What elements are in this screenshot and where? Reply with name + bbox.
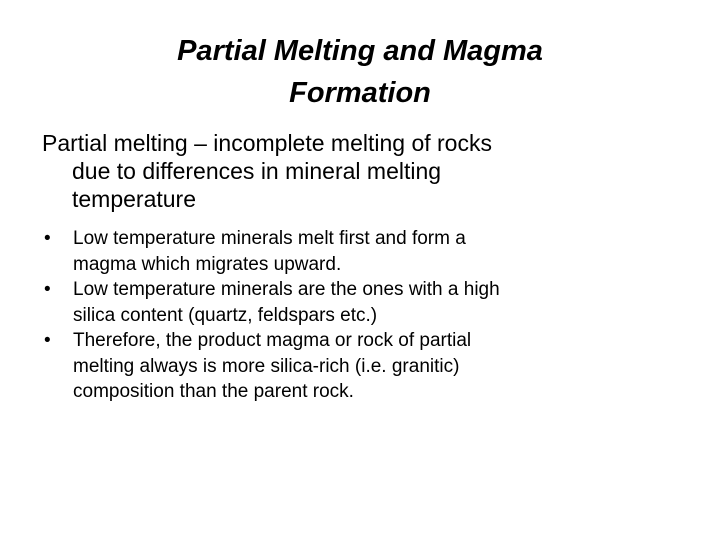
bullet-line: Low temperature minerals are the ones with a high <box>73 279 500 300</box>
intro-line: temperature <box>72 186 197 212</box>
bullet-line: composition than the parent rock. <box>73 381 354 402</box>
bullet-list <box>44 226 684 405</box>
bullet-line: melting always is more silica-rich (i.e. granitic) <box>73 355 460 377</box>
bullet-line: silica content (quartz, feldspars etc.) <box>73 304 378 326</box>
intro-paragraph <box>42 129 672 213</box>
bullet-line: Low temperature minerals melt first and form a <box>73 228 466 249</box>
intro-line: Partial melting – incomplete melting of rocks <box>42 130 492 156</box>
bullet-marker: • <box>44 330 51 351</box>
slide-title <box>110 30 610 114</box>
bullet-line: magma which migrates upward. <box>73 253 342 275</box>
slide-title-line: Formation <box>289 77 431 109</box>
bullet-item <box>44 277 684 328</box>
bullet-marker: • <box>44 228 51 249</box>
bullet-line: Therefore, the product magma or rock of partial <box>73 330 472 351</box>
bullet-item <box>44 226 684 277</box>
intro-line: due to differences in mineral melting <box>72 158 442 184</box>
bullet-marker: • <box>44 279 51 300</box>
bullet-item <box>44 328 684 405</box>
slide-title-line: Partial Melting and Magma <box>177 35 543 67</box>
